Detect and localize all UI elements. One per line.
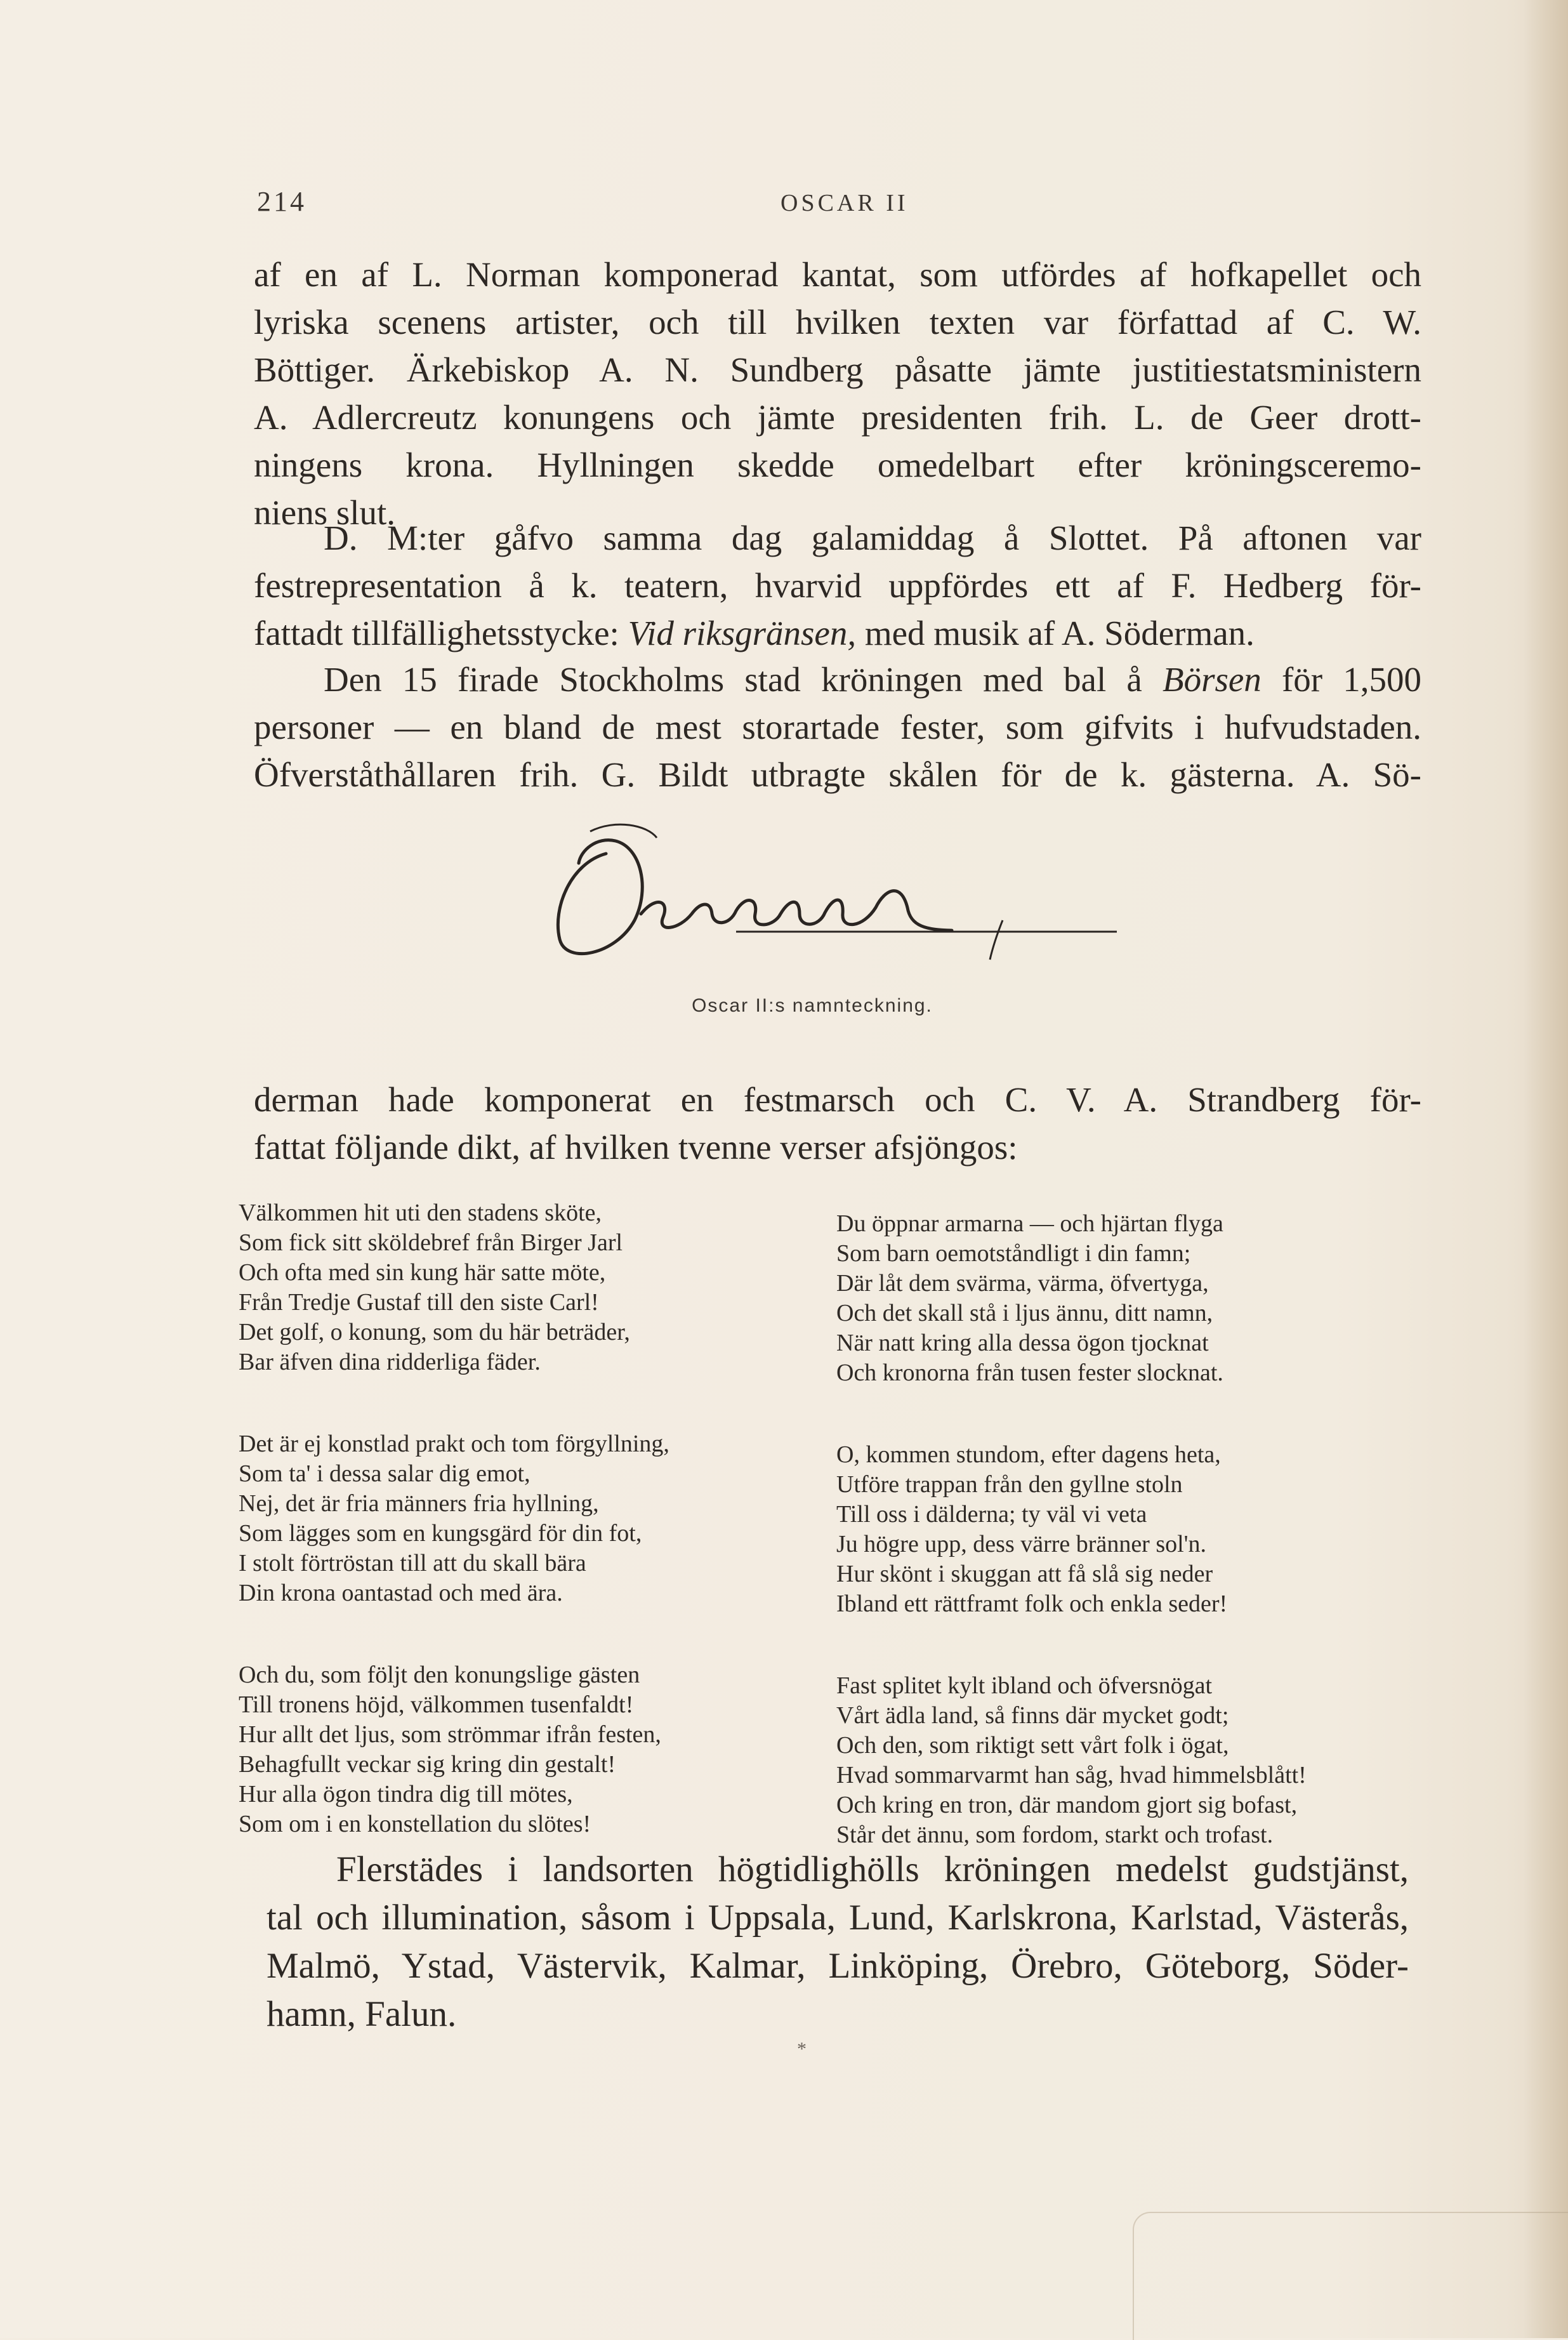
poem-verse: Där låt dem svärma, värma, öfvertyga, [836,1270,1209,1297]
text-line: Böttiger. Ärkebiskop A. N. Sundberg påsatte jämte justitiestatsministern [254,350,1421,389]
poem-verse: Till oss i dälderna; ty väl vi veta [836,1501,1147,1528]
poem-stanza [836,1209,1307,1388]
text-line: Öfverståthållaren frih. G. Bildt utbragte skålen för de k. gästerna. A. Sö- [254,755,1421,794]
running-title: OSCAR II [781,190,909,216]
poem-verse: Hur allt det ljus, som strömmar ifrån festen, [239,1721,661,1748]
poem-verse: Din krona oantastad och med ära. [239,1580,563,1606]
poem-verse: I stolt förtröstan till att du skall bära [239,1550,586,1577]
paragraph-1 [254,251,1421,536]
paper-corner-mark [1133,2212,1568,2340]
poem-verse: Som fick sitt sköldebref från Birger Jarl [239,1229,623,1256]
poem-verse: Från Tredje Gustaf till den siste Carl! [239,1289,599,1316]
poem-stanza [239,1198,669,1377]
text-span: Den 15 firade Stockholms stad kröningen med bal å [324,660,1163,699]
poem-verse: Och kronorna från tusen fester slocknat. [836,1359,1223,1386]
poem-column-left [239,1198,669,1891]
poem-verse: Du öppnar armarna — och hjärtan flyga [836,1210,1223,1237]
poem-verse: Det är ej konstlad prakt och tom förgyllning, [239,1431,669,1457]
text-line: personer — en bland de mest storartade fester, som gifvits i hufvudstaden. [254,708,1421,746]
poem-verse: Nej, det är fria männers fria hyllning, [239,1490,599,1517]
text-line: derman hade komponerat en festmarsch och C. V. A. Strandberg för- [254,1080,1421,1119]
poem-verse: När natt kring alla dessa ögon tjocknat [836,1330,1209,1356]
signature-text: Oscar [622,952,624,953]
poem-verse: Utföre trappan från den gyllne stoln [836,1471,1183,1498]
paragraph-5 [267,1846,1409,2039]
page-edge-shadow [1524,0,1568,2338]
paragraph-2 [254,514,1421,657]
text-line: hamn, Falun. [267,1994,457,2034]
poem-verse: Bar äfven dina ridderliga fäder. [239,1349,541,1375]
poem-verse: Det golf, o konung, som du här beträder, [239,1319,630,1345]
poem-verse: Behagfullt veckar sig kring din gestalt! [239,1751,616,1778]
poem-stanza [239,1660,669,1839]
poem-verse: Och ofta med sin kung här satte möte, [239,1259,606,1286]
text-span: med musik af A. Söderman. [856,614,1255,652]
oscar-signature [546,819,1142,971]
poem-verse: O, kommen stundom, efter dagens heta, [836,1441,1221,1468]
poem-verse: Hur skönt i skuggan att få slå sig neder [836,1561,1213,1587]
text-line: af en af L. Norman komponerad kantat, som utfördes af hofkapellet och [254,255,1421,294]
text-line: niens slut. [254,493,396,532]
signature-caption: Oscar II:s namnteckning. [692,995,933,1016]
text-line: A. Adlercreutz konungens och jämte presidenten frih. L. de Geer drott- [254,398,1421,437]
poem-verse: Hur alla ögon tindra dig till mötes, [239,1781,573,1808]
text-line: D. M:ter gåfvo samma dag galamiddag å Slottet. På aftonen var [324,519,1421,557]
poem-verse: Som lägges som en kungsgärd för din fot, [239,1520,642,1547]
poem-verse: Och den, som riktigt sett vårt folk i ögat, [836,1732,1229,1759]
poem-verse: Och kring en tron, där mandom gjort sig bofast, [836,1792,1298,1818]
poem-verse: Och det skall stå i ljus ännu, ditt namn, [836,1300,1213,1326]
poem-verse: Ibland ett rättframt folk och enkla seder! [836,1590,1228,1617]
page-header [0,185,1568,223]
text-line: fattat följande dikt, af hvilken tvenne verser afsjöngos: [254,1128,1018,1167]
poem-verse: Välkommen hit uti den stadens sköte, [239,1200,602,1226]
poem-column-right [836,1209,1307,1902]
poem-verse: Som om i en konstellation du slötes! [239,1811,591,1837]
poem-verse: Och du, som följt den konungslige gästen [239,1662,640,1688]
text-line: ningens krona. Hyllningen skedde omedelbart efter kröningsceremo- [254,446,1421,484]
poem-verse: Står det ännu, som fordom, starkt och trofast. [836,1821,1274,1848]
text-span: för 1,500 [1261,660,1421,699]
poem-verse: Hvad sommarvarmt han såg, hvad himmelsblått! [836,1762,1307,1788]
place-italic: Börsen [1162,660,1262,699]
text-line: lyriska scenens artister, och till hvilken texten var författad af C. W. [254,303,1421,341]
poem-stanza [239,1429,669,1608]
poem-verse: Fast splitet kylt ibland och öfversnögat [836,1672,1213,1699]
text-line [254,656,1421,703]
footer-asterisk: * [797,2039,807,2059]
play-title-italic: Vid riksgränsen, [628,614,857,652]
page-number: 214 [257,186,306,217]
paragraph-4 [254,1076,1421,1171]
poem-verse: Ju högre upp, dess värre bränner sol'n. [836,1531,1207,1557]
text-line: Malmö, Ystad, Västervik, Kalmar, Linköping, Örebro, Göteborg, Söder- [267,1946,1409,1986]
text-line: festrepresentation å k. teatern, hvarvid uppfördes ett af F. Hedberg för- [254,566,1421,605]
poem-verse: Vårt ädla land, så finns där mycket godt; [836,1702,1229,1729]
poem-verse: Till tronens höjd, välkommen tusenfaldt! [239,1691,634,1718]
text-line [254,609,1421,657]
text-line: Flerstädes i landsorten högtidlighölls kröningen medelst gudstjänst, [336,1849,1409,1889]
text-span: fattadt tillfällighetsstycke: [254,614,628,652]
poem-stanza [836,1440,1307,1619]
paragraph-3 [254,656,1421,798]
poem-verse: Som barn oemotståndligt i din famn; [836,1240,1191,1267]
poem-stanza [836,1671,1307,1850]
text-line: tal och illumination, såsom i Uppsala, Lund, Karlskrona, Karlstad, Västerås, [267,1898,1409,1938]
poem-verse: Som ta' i dessa salar dig emot, [239,1460,530,1487]
